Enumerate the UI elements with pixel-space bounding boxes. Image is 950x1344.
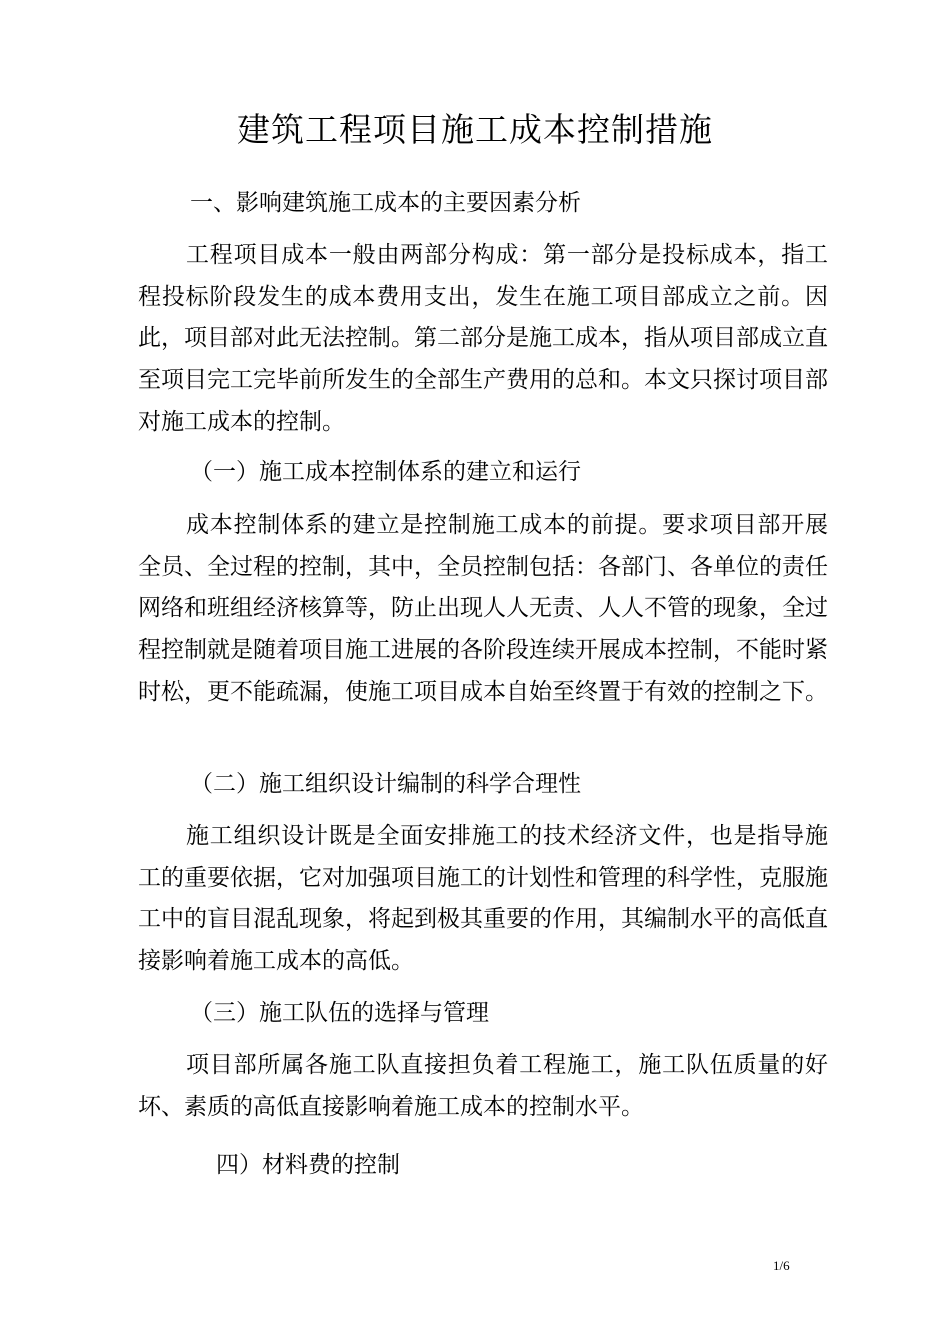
subsection-heading-3: （三）施工队伍的选择与管理 (190, 1000, 489, 1026)
subsection-heading-4: 四）材料费的控制 (216, 1152, 400, 1178)
subsection-heading-2: （二）施工组织设计编制的科学合理性 (190, 771, 581, 797)
section-heading-1: 一、影响建筑施工成本的主要因素分析 (190, 190, 581, 216)
intro-paragraph: 工程项目成本一般由两部分构成：第一部分是投标成本，指工程投标阶段发生的成本费用支出，发生在施工项目部成立之前。因此，项目部对此无法控制。第二部分是施工成本，指从项目部成立直至项目完工完毕前所发生的全部生产费用的总和。本文只探讨项目部对施工成本的控制。 (138, 242, 828, 435)
subsection-2-paragraph: 施工组织设计既是全面安排施工的技术经济文件，也是指导施工的重要依据，它对加强项目施工的计划性和管理的科学性，克服施工中的盲目混乱现象，将起到极其重要的作用，其编制水平的高低直接影响着施工成本的高低。 (138, 823, 828, 975)
subsection-1-paragraph: 成本控制体系的建立是控制施工成本的前提。要求项目部开展全员、全过程的控制，其中，全员控制包括：各部门、各单位的责任网络和班组经济核算等，防止出现人人无责、人人不管的现象，全过程控制就是随着项目施工进展的各阶段连续开展成本控制，不能时紧时松，更不能疏漏，使施工项目成本自始至终置于有效的控制之下。 (138, 512, 828, 705)
document-title: 建筑工程项目施工成本控制措施 (237, 110, 713, 149)
subsection-heading-1: （一）施工成本控制体系的建立和运行 (190, 459, 581, 485)
subsection-3-paragraph: 项目部所属各施工队直接担负着工程施工，施工队伍质量的好坏、素质的高低直接影响着施工成本的控制水平。 (138, 1052, 828, 1120)
page-number: 1/6 (773, 1258, 790, 1273)
